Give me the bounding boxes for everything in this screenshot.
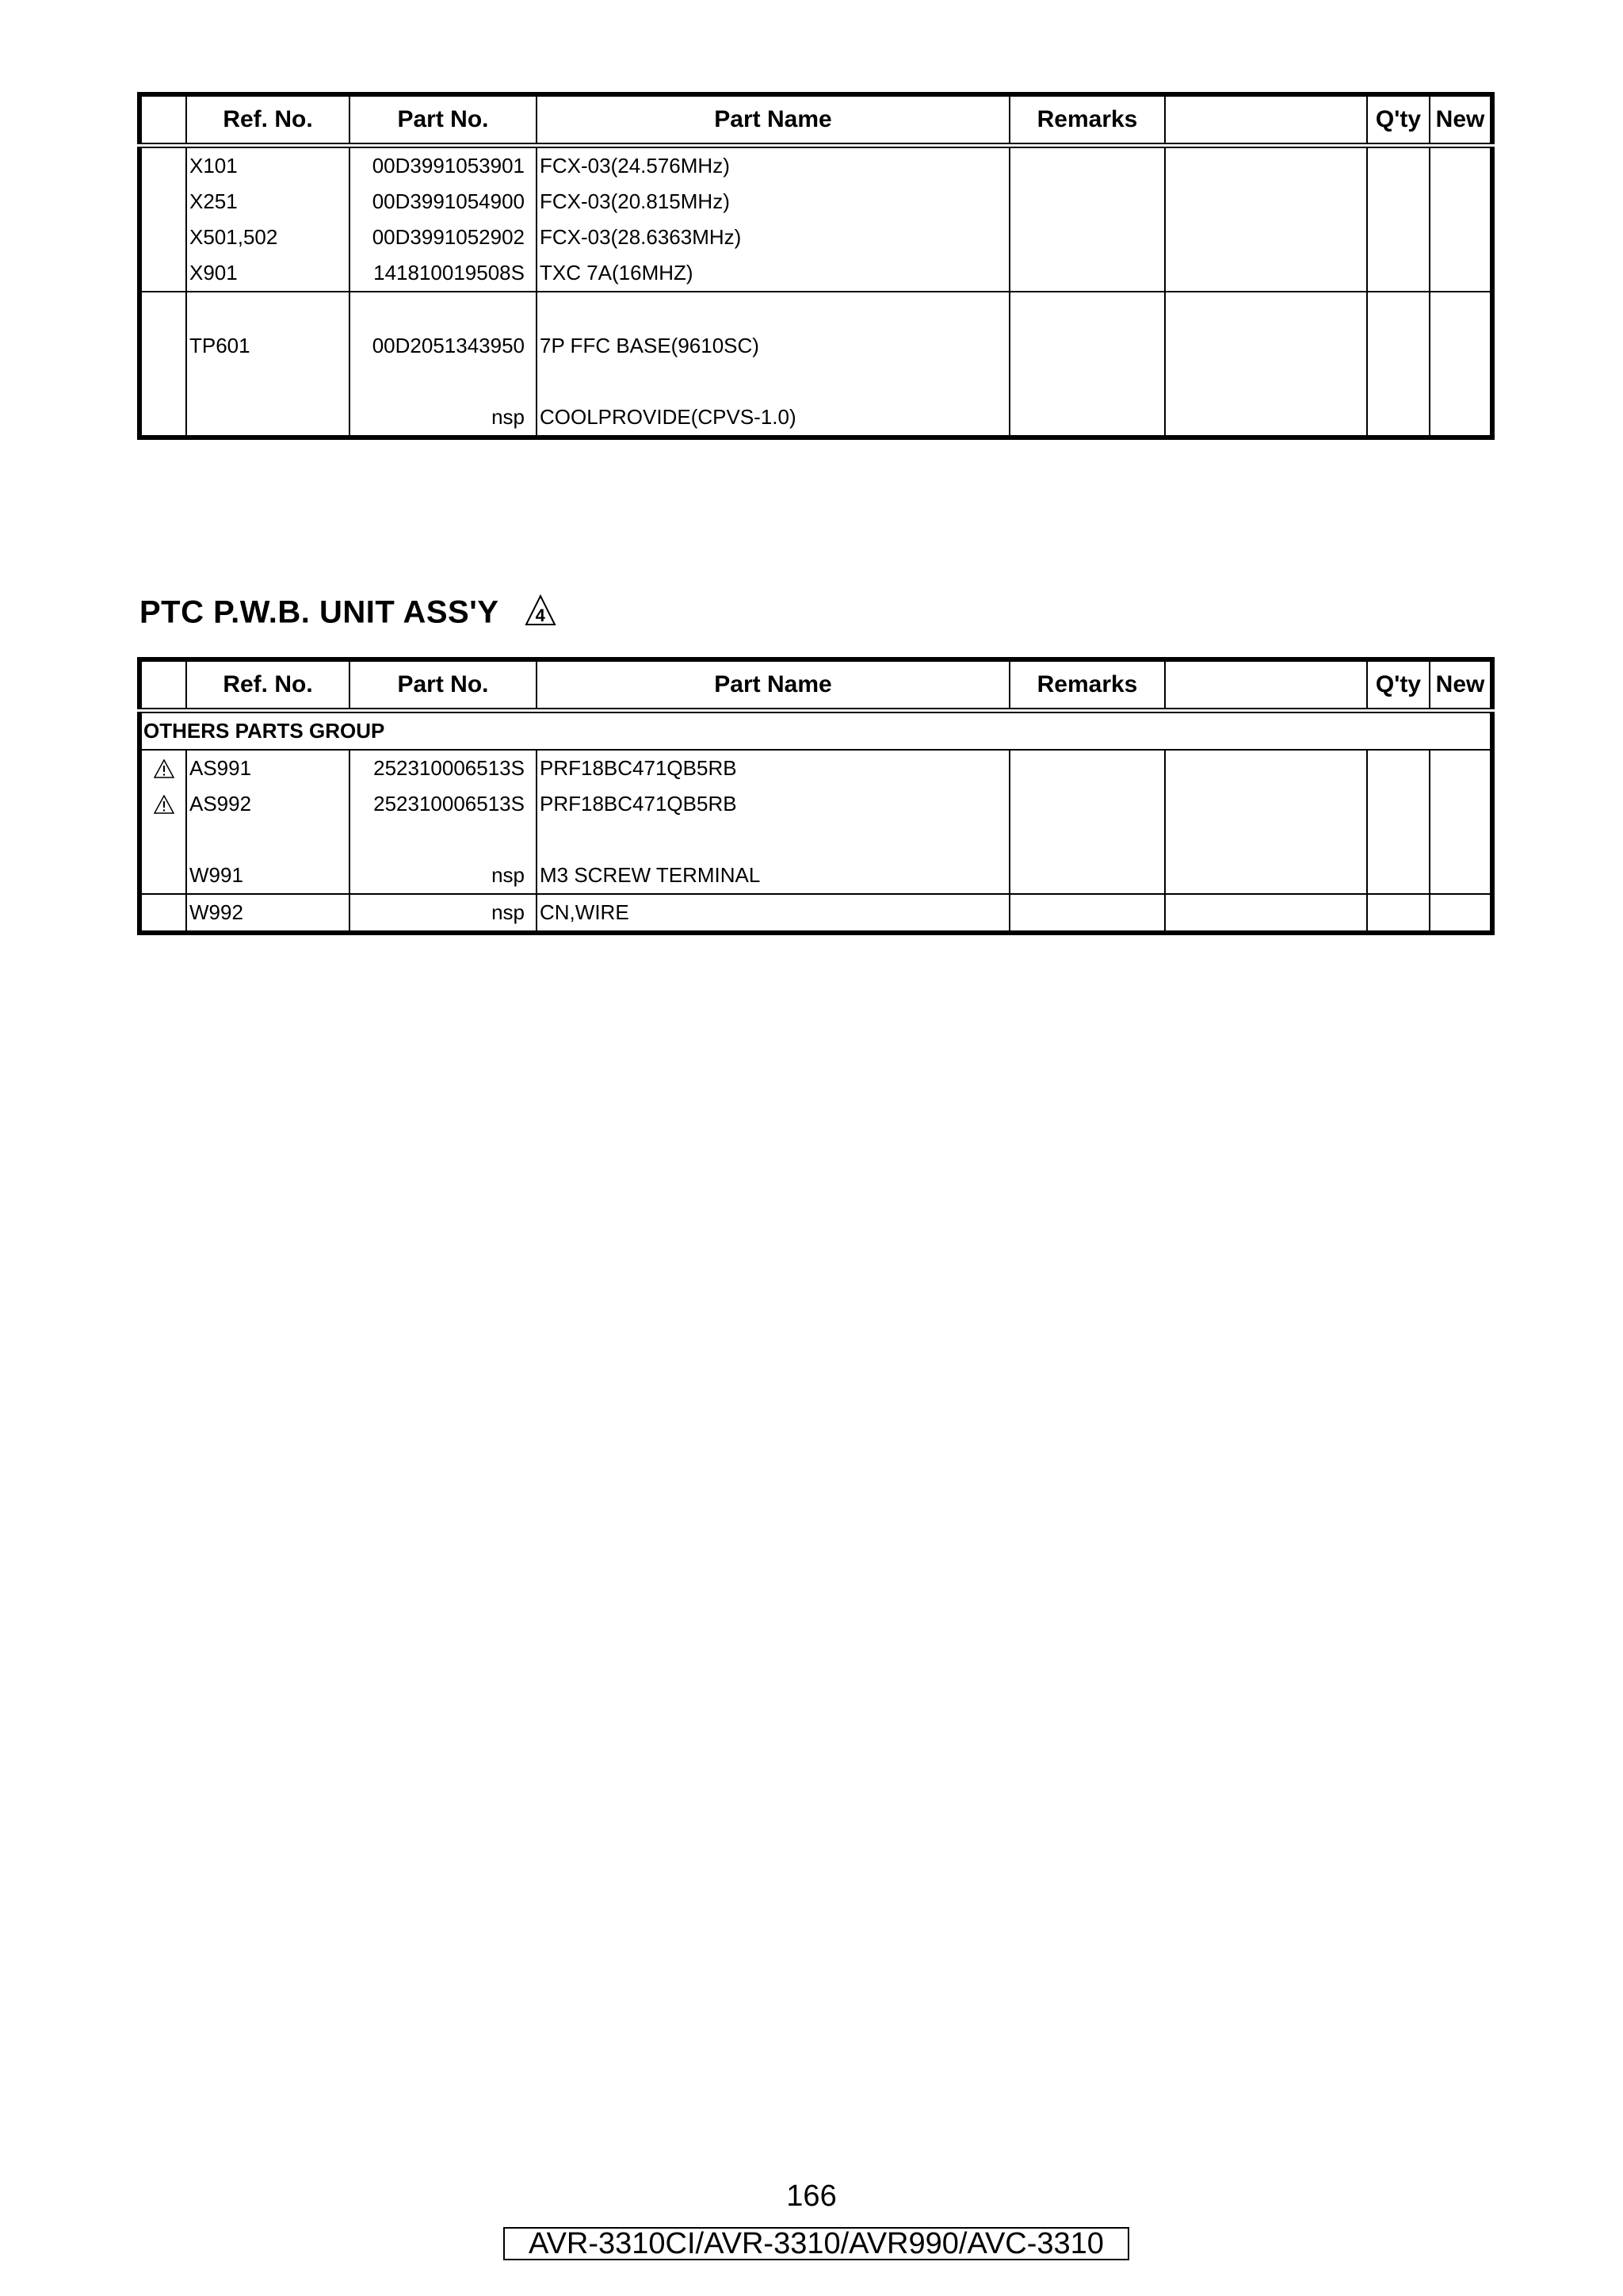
part-name-cell: FCX-03(20.815MHz) [537,184,1010,220]
remarks-header: Remarks [1010,659,1165,711]
ref-no-cell [186,399,349,437]
part-name-header: Part Name [537,94,1010,146]
table-row [139,328,1492,364]
group-title: OTHERS PARTS GROUP [139,711,1492,751]
ref-no-cell: W991 [186,858,349,894]
ref-no-cell: X501,502 [186,220,349,255]
table-row [139,364,1492,399]
new-header: New [1430,94,1492,146]
part-no-header: Part No. [349,659,537,711]
ref-no-header: Ref. No. [186,659,349,711]
remarks-header: Remarks [1010,94,1165,146]
model-names-box: AVR-3310CI/AVR-3310/AVR990/AVC-3310 [503,2227,1129,2260]
table-row [139,220,1492,255]
part-name-cell: CN,WIRE [537,894,1010,933]
ref-no-cell: X901 [186,255,349,292]
table-row [139,146,1492,185]
qty-header: Q'ty [1367,659,1430,711]
part-no-cell: 252310006513S [349,750,537,786]
ref-no-cell: AS991 [186,750,349,786]
section-title-text: PTC P.W.B. UNIT ASS'Y [139,594,498,630]
table-header-row [139,94,1492,146]
new-header: New [1430,659,1492,711]
part-no-cell: nsp [349,399,537,437]
svg-text:4: 4 [535,606,546,625]
table-row [139,399,1492,437]
blank-column-header [1165,94,1367,146]
table-row [139,184,1492,220]
safety-warning-icon [139,750,186,786]
table-row [139,894,1492,933]
part-name-cell: COOLPROVIDE(CPVS-1.0) [537,399,1010,437]
mark-column-header [139,659,186,711]
part-no-cell: nsp [349,858,537,894]
section-title [139,594,556,634]
table-header-row [139,659,1492,711]
safety-warning-icon [139,786,186,822]
part-name-cell: PRF18BC471QB5RB [537,750,1010,786]
part-no-cell: 00D3991054900 [349,184,537,220]
part-name-cell: FCX-03(28.6363MHz) [537,220,1010,255]
part-name-cell: M3 SCREW TERMINAL [537,858,1010,894]
table-row [139,822,1492,858]
mark-column-header [139,94,186,146]
part-name-cell: TXC 7A(16MHZ) [537,255,1010,292]
parts-table-1 [137,92,1495,440]
table-row [139,292,1492,328]
part-no-cell: 00D2051343950 [349,328,537,364]
ref-no-cell: W992 [186,894,349,933]
ref-no-cell: AS992 [186,786,349,822]
table-row [139,858,1492,894]
part-name-cell: PRF18BC471QB5RB [537,786,1010,822]
qty-header: Q'ty [1367,94,1430,146]
table-row [139,255,1492,292]
table-row [139,750,1492,786]
part-name-cell: 7P FFC BASE(9610SC) [537,328,1010,364]
part-no-cell: 252310006513S [349,786,537,822]
parts-table-2 [137,657,1495,935]
part-no-cell: 00D3991053901 [349,146,537,185]
part-no-cell: 00D3991052902 [349,220,537,255]
ref-no-cell: TP601 [186,328,349,364]
blank-column-header [1165,659,1367,711]
ref-no-cell: X101 [186,146,349,185]
group-header-row [139,711,1492,751]
ref-no-header: Ref. No. [186,94,349,146]
part-name-cell: FCX-03(24.576MHz) [537,146,1010,185]
part-no-header: Part No. [349,94,537,146]
table-row [139,786,1492,822]
ref-no-cell: X251 [186,184,349,220]
page-number: 166 [786,2179,837,2213]
revision-triangle-icon [525,594,556,634]
part-no-cell: nsp [349,894,537,933]
part-no-cell: 141810019508S [349,255,537,292]
part-name-header: Part Name [537,659,1010,711]
